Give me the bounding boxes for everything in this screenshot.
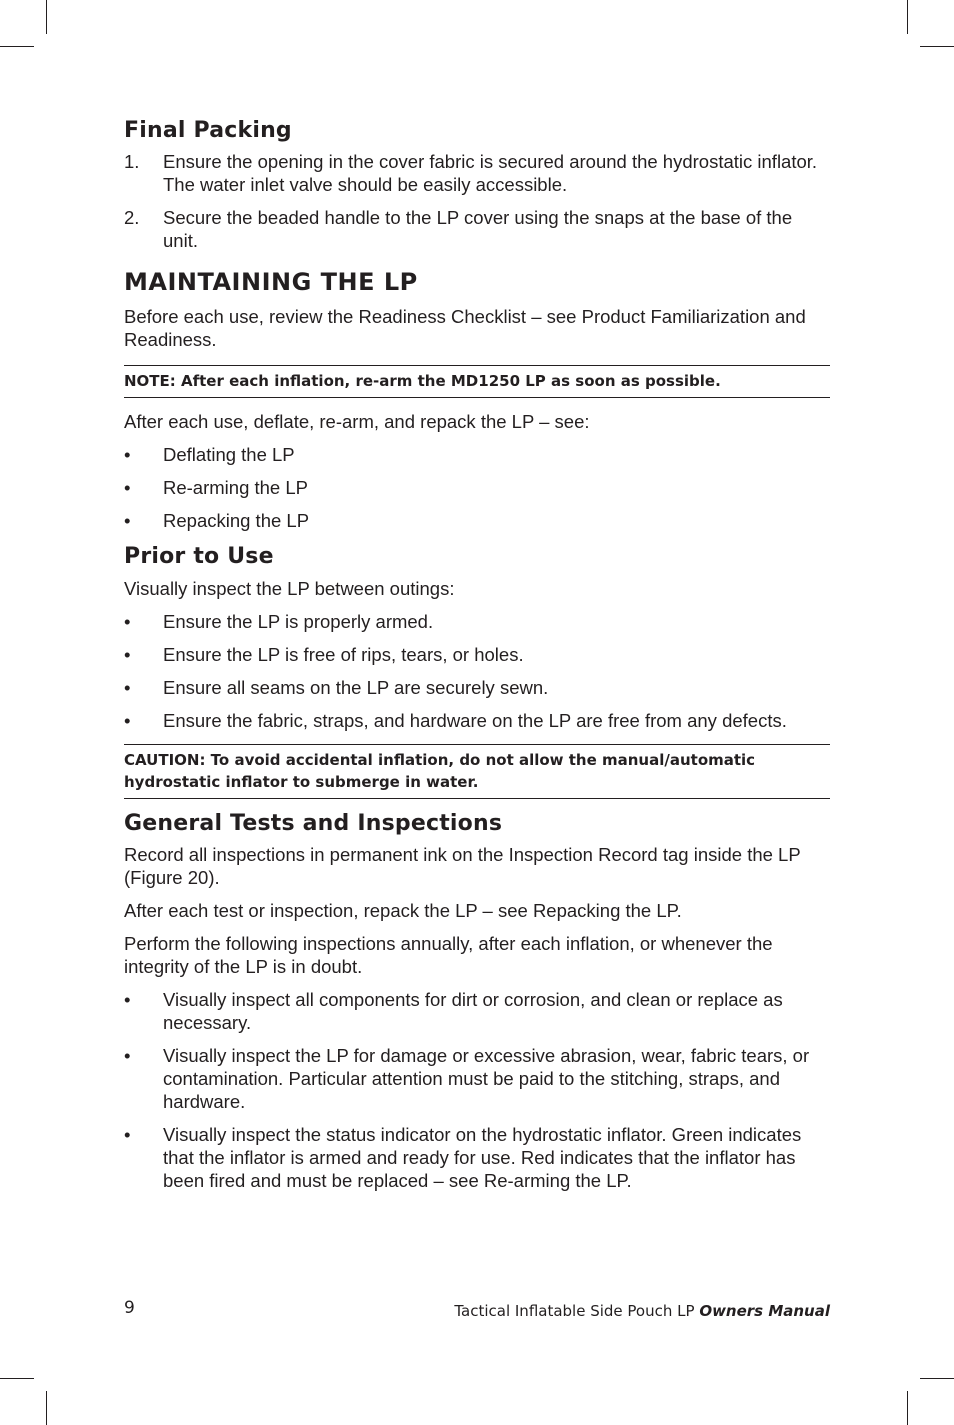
after-use-text: After each use, deflate, re-arm, and repack the LP – see:: [124, 411, 590, 433]
bullet-icon: •: [124, 676, 131, 698]
crop-mark: [920, 1378, 954, 1379]
list-item: [124, 709, 830, 732]
list-item: [124, 1123, 830, 1192]
footer-title-bold: Owners Manual: [699, 1302, 830, 1320]
list-item-text: Ensure the LP is free of rips, tears, or holes.: [163, 643, 524, 665]
list-item: [124, 476, 830, 499]
list-item-text: Deflating the LP: [163, 444, 295, 466]
final-packing-heading: Final Packing: [124, 118, 292, 143]
prior-to-use-list: [124, 610, 830, 732]
final-packing-steps: [124, 150, 830, 252]
step-text: Ensure the opening in the cover fabric is secured around the hydrostatic inflator. The water inlet valve should be easily accessible.: [163, 151, 818, 196]
general-tests-heading: General Tests and Inspections: [124, 810, 503, 836]
crop-mark: [907, 1391, 908, 1425]
prior-to-use-heading: Prior to Use: [124, 544, 274, 570]
crop-mark: [46, 0, 47, 34]
bullet-icon: •: [124, 444, 131, 466]
list-item: [124, 443, 830, 466]
list-item-text: Re-arming the LP: [163, 477, 308, 499]
bullet-icon: •: [124, 988, 131, 1010]
caution-box: CAUTION: To avoid accidental inflation, do not allow the manual/automatic hydrostatic inflator to submerge in water.: [124, 744, 830, 799]
list-item: [124, 643, 830, 666]
step-number: 2.: [124, 207, 140, 229]
after-use-list: [124, 443, 830, 532]
bullet-icon: •: [124, 510, 131, 532]
bullet-icon: •: [124, 643, 131, 665]
crop-mark: [46, 1391, 47, 1425]
page-footer: [124, 1298, 830, 1326]
prior-to-use-intro: Visually inspect the LP between outings:: [124, 577, 455, 599]
list-item-text: Visually inspect the status indicator on the hydrostatic inflator. Green indicates that the inflator is armed and ready for use. Red indicates that the inflator has been fired and must be replaced – see Re-arming the LP.: [163, 1123, 802, 1191]
list-item: [124, 509, 830, 532]
list-item-text: Ensure the LP is properly armed.: [163, 610, 434, 632]
crop-mark: [920, 46, 954, 47]
maintaining-intro: Before each use, review the Readiness Checklist – see Product Familiarization and Readiness.: [124, 306, 806, 351]
page-number: 9: [124, 1298, 135, 1318]
bullet-icon: •: [124, 1044, 131, 1066]
general-tests-para: Perform the following inspections annually, after each inflation, or whenever the integrity of the LP is in doubt.: [124, 932, 773, 977]
general-tests-list: [124, 988, 830, 1192]
list-item-text: Ensure all seams on the LP are securely sewn.: [163, 676, 549, 698]
list-item: [124, 610, 830, 633]
step-item: [124, 206, 830, 252]
step-text: Secure the beaded handle to the LP cover using the snaps at the base of the unit.: [163, 207, 793, 252]
bullet-icon: •: [124, 709, 131, 731]
general-tests-para: Record all inspections in permanent ink on the Inspection Record tag inside the LP (Figure 20).: [124, 843, 801, 888]
maintaining-heading: MAINTAINING THE LP: [124, 268, 418, 297]
list-item-text: Visually inspect all components for dirt or corrosion, and clean or replace as necessary.: [163, 988, 783, 1033]
list-item: [124, 1044, 830, 1113]
note-box: NOTE: After each inflation, re-arm the MD1250 LP as soon as possible.: [124, 365, 830, 398]
crop-mark: [0, 1378, 34, 1379]
footer-title: [454, 1302, 830, 1320]
bullet-icon: •: [124, 477, 131, 499]
crop-mark: [0, 46, 34, 47]
list-item-text: Repacking the LP: [163, 510, 310, 532]
list-item-text: Visually inspect the LP for damage or excessive abrasion, wear, fabric tears, or contamination. Particular attention must be paid to the stitching, straps, and hardware.: [163, 1044, 810, 1112]
bullet-icon: •: [124, 610, 131, 632]
general-tests-para: After each test or inspection, repack the LP – see Repacking the LP.: [124, 899, 682, 921]
step-item: [124, 150, 830, 196]
step-number: 1.: [124, 151, 140, 173]
list-item: [124, 676, 830, 699]
crop-mark: [907, 0, 908, 34]
bullet-icon: •: [124, 1123, 131, 1145]
footer-title-regular: Tactical Inflatable Side Pouch LP: [454, 1302, 700, 1320]
page-content: [124, 118, 830, 1202]
list-item: [124, 988, 830, 1034]
list-item-text: Ensure the fabric, straps, and hardware on the LP are free from any defects.: [163, 709, 787, 731]
